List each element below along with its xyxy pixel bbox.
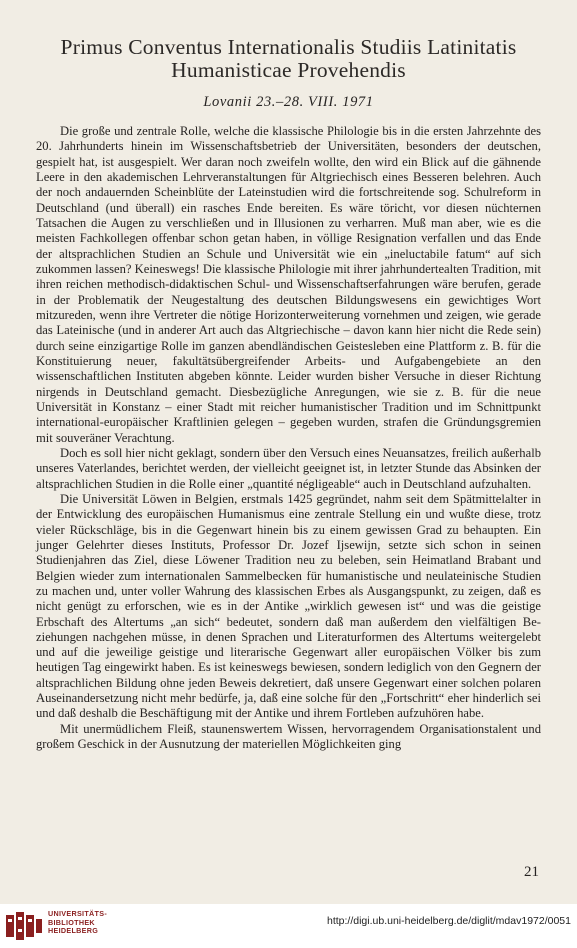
library-name-line-2: BIBLIOTHEK xyxy=(48,917,95,927)
paragraph: Mit unermüdlichem Fleiß, staunenswertem Wissen, hervorragendem Organisationstalent und großem Geschick in der Ausnutzung der materiellen Möglichkeiten ging xyxy=(36,721,541,752)
title-line-2: Humanisticae Provehendis xyxy=(171,58,406,82)
library-name-line-1: UNIVERSITÄTS- xyxy=(48,909,108,918)
viewer-footer xyxy=(0,904,577,947)
title-line-1: Primus Conventus Internationalis Studiis Latinitatis xyxy=(60,35,517,59)
permalink-url[interactable]: http://digi.ub.uni-heidelberg.de/diglit/mdav1972/0051 xyxy=(326,915,571,927)
paragraph: Die Universität Löwen in Belgien, erstmals 1425 gegründet, nahm seit dem Spätmittelalter in der Entwicklung des europäischen Humanismus eine zentrale Stellung ein und wußte diese, trotz vieler Rückschläge, bis in die Gegenwart hinein bis zu einem gewissen Grad zu behaupten. Ein junger Gelehrter dieses Instituts, Professor Dr. Jozef Ijsewijn, setzte sich schon in seinen Studienjahren das Ziel, diese Löwener Tradition neu zu beleben, sein Heimatland Brabant und Belgien wieder zum internationalen Sammelbecken für humanistische und neulateinische Studien zu machen und, unter voller Wahrung des klassischen Erbes als Ausgangspunkt, zu zeigen, daß es nicht genügt zu erforschen, wie es in der Antike „wirklich gewesen ist“ und was die geistige Erbschaft des Altertums „an sich“ bedeutet, sondern daß man außerdem den vielfältigen Beziehungen nachgehen müsse, in denen Sprachen und Literaturformen des Altertums weitergelebt und auf die jeweilige geistige und literarische Gegenwart aller europäischen Völker bis zum heutigen Tag eingewirkt haben. Es ist keineswegs bewiesen, sondern lediglich von den Gegnern der altsprachlichen Bildung ohne jeden Beweis dekretiert, daß unsere Gegenwart einer solchen polaren Auseinandersetzung nicht mehr bedürfe, ja, daß eine solche für den „Fortschritt“ eher hinderlich sei und daß deshalb die Beschäftigung mit der Antike und ihrem Fortleben aufzuhören habe. xyxy=(36,491,541,721)
article-title xyxy=(20,36,557,82)
article-body xyxy=(36,124,541,752)
page-number: 21 xyxy=(524,864,539,880)
place-date-subtitle: Lovanii 23.–28. VIII. 1971 xyxy=(203,94,374,110)
library-name xyxy=(48,910,107,936)
university-library-logo-icon xyxy=(4,909,44,943)
paragraph: Doch es soll hier nicht geklagt, sondern über den Versuch eines Neuansatzes, freilich außerhalb unseres Vaterlandes, berichtet werden, der vielleicht geeignet ist, in letzter Stunde das Absinken der altsprachlichen Studien in die Rolle einer „quantité négligeable“ auch in Deutschland aufzuhalten. xyxy=(36,445,541,491)
library-name-line-3: HEIDELBERG xyxy=(48,926,99,936)
paragraph: Die große und zentrale Rolle, welche die klassische Philologie bis in die ersten Jahrzehnte des 20. Jahrhunderts hinein im Wissenschaftsbetrieb der Universitäten, besonders der deutschen, gespielt hat, ist ausgespielt. Wer daran noch zweifeln wollte, den wird ein Blick auf die gähnende Leere in den akademischen Lehrveranstaltungen für Altgriechisch eines Besseren belehren. Auch der noch andauernden Scheinblüte der Lateinstudien wird die fortschreitende sog. Schulreform in Deutschland (und überall) ein rasches Ende bereiten. Es wäre töricht, vor diesen nüchternen Tatsachen die Augen zu verschließen und in Illusionen zu verharren. Muß man aber, wie es die meisten Fachkollegen offenbar schon getan haben, in völlige Resignation verfallen und das Ende der altsprachlichen Studien an Schule und Universität wie ein „ineluctabile fatum“ auf sich zukommen lassen? Keineswegs! Die klassische Philologie mit ihrer jahrhundertealten Tradition, mit ihren reichen methodisch-didaktischen Schul- und Wissenschaftserfahrungen wäre berufen, gerade in der Problematik der Neugestaltung des deutschen Bildungswesens ein gewichtiges Wort mitzureden, wenn ihre Vertreter die nötige Horizonterweiterung vornehmen und zeigen, wie gerade das Lateinische (und in anderer Art auch das Altgriechische – davon kann hier nicht die Rede sein) durch seine einzigartige Rolle im ganzen abendländischen Geistesleben eine Plattform z. B. für die Konstituierung neuer, fakultätsübergreifender Arbeits- und Aufgabengebiete an den wissenschaftlichen Instituten abgeben könnte. Leider wurden bisher Versuche in dieser Richtung nirgends in Deutschland gemacht. Diesbezügliche Anregungen, wie sie z. B. für die neue Universität in Konstanz – einer Stadt mit reicher humanistischer Tradition und im Schnittpunkt international-europäischer Kraftlinien gelegen – gegeben wurden, strafen die Gründungsgremien mit souveräner Verachtung. xyxy=(36,124,541,445)
